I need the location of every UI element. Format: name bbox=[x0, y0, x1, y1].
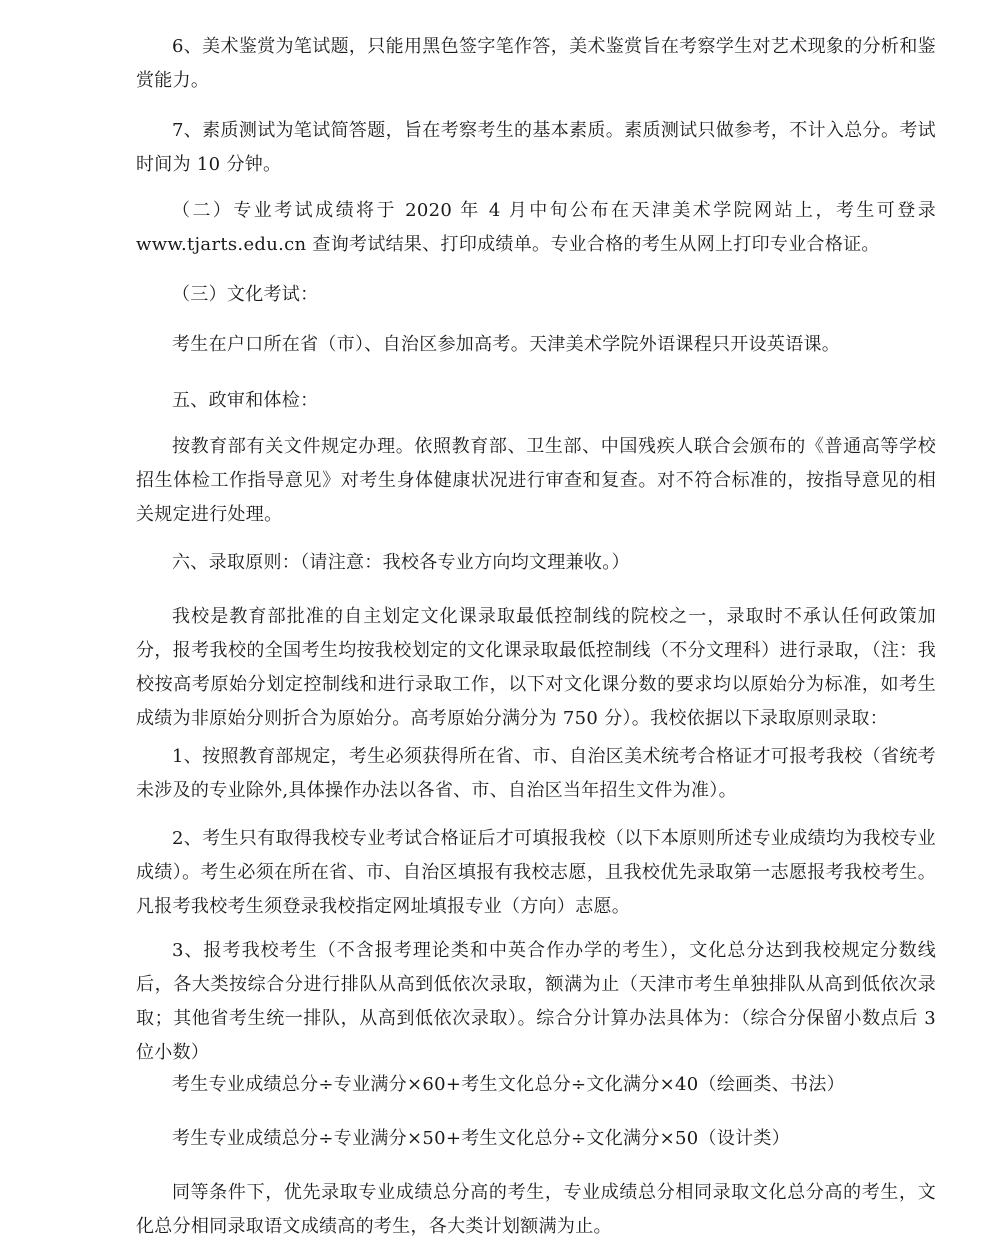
paragraph-rule-2: 2、考生只有取得我校专业考试合格证后才可填报我校（以下本原则所述专业成绩均为我校专业成绩）。考生必须在所在省、市、自治区填报有我校志愿，且我校优先录取第一志愿报考我校考生。凡报考我校考生须登录我校指定网址填报专业（方向）志愿。 bbox=[136, 828, 936, 917]
paragraph-quality-test: 7、素质测试为笔试简答题，旨在考察考生的基本素质。素质测试只做参考，不计入总分。考试时间为 10 分钟。 bbox=[136, 120, 936, 175]
paragraph-gaokao: 考生在户口所在省（市）、自治区参加高考。天津美术学院外语课程只开设英语课。 bbox=[172, 334, 841, 355]
paragraph-rule-3: 3、报考我校考生（不含报考理论类和中英合作办学的考生），文化总分达到我校规定分数线后，各大类按综合分进行排队从高到低依次录取，额满为止（天津市考生单独排队从高到低依次录取；其他省考生统一排队，从高到低依次录取）。综合分计算办法具体为：（综合分保留小数点后 3 位小数） bbox=[136, 940, 943, 1063]
paragraph-medical-check: 按教育部有关文件规定办理。依照教育部、卫生部、中国残疾人联合会颁布的《普通高等学校招生体检工作指导意见》对考生身体健康状况进行审查和复查。对不符合标准的，按指导意见的相关规定进行处理。 bbox=[136, 436, 936, 525]
heading-culture-exam: （三）文化考试： bbox=[172, 284, 319, 305]
paragraph-rule-1: 1、按照教育部规定，考生必须获得所在省、市、自治区美术统考合格证才可报考我校（省统考未涉及的专业除外,具体操作办法以各省、市、自治区当年招生文件为准）。 bbox=[136, 746, 936, 801]
formula-design: 考生专业成绩总分÷专业满分×50+考生文化总分÷文化满分×50（设计类） bbox=[172, 1128, 791, 1149]
paragraph-art-appreciation: 6、美术鉴赏为笔试题，只能用黑色签字笔作答，美术鉴赏旨在考察学生对艺术现象的分析和鉴赏能力。 bbox=[136, 36, 936, 91]
heading-review-medical: 五、政审和体检： bbox=[172, 390, 319, 411]
paragraph-admission-overview: 我校是教育部批准的自主划定文化课录取最低控制线的院校之一，录取时不承认任何政策加分，报考我校的全国考生均按我校划定的文化课录取最低控制线（不分文理科）进行录取，（注：我校按高考原始分划定控制线和进行录取工作，以下对文化课分数的要求均以原始分为标准，如考生成绩为非原始分则折合为原始分。高考原始分满分为 750 分）。我校依据以下录取原则录取： bbox=[136, 606, 936, 729]
paragraph-score-release: （二）专业考试成绩将于 2020 年 4 月中旬公布在天津美术学院网站上，考生可登录 www.tjarts.edu.cn 查询考试结果、打印成绩单。专业合格的考生从网上打印专业合格证。 bbox=[136, 200, 943, 255]
formula-painting: 考生专业成绩总分÷专业满分×60+考生文化总分÷文化满分×40（绘画类、书法） bbox=[172, 1074, 845, 1095]
paragraph-tie-break: 同等条件下，优先录取专业成绩总分高的考生，专业成绩总分相同录取文化总分高的考生，文化总分相同录取语文成绩高的考生，各大类计划额满为止。 bbox=[136, 1182, 936, 1237]
heading-admission-principles: 六、录取原则：（请注意：我校各专业方向均文理兼收。） bbox=[172, 552, 630, 573]
